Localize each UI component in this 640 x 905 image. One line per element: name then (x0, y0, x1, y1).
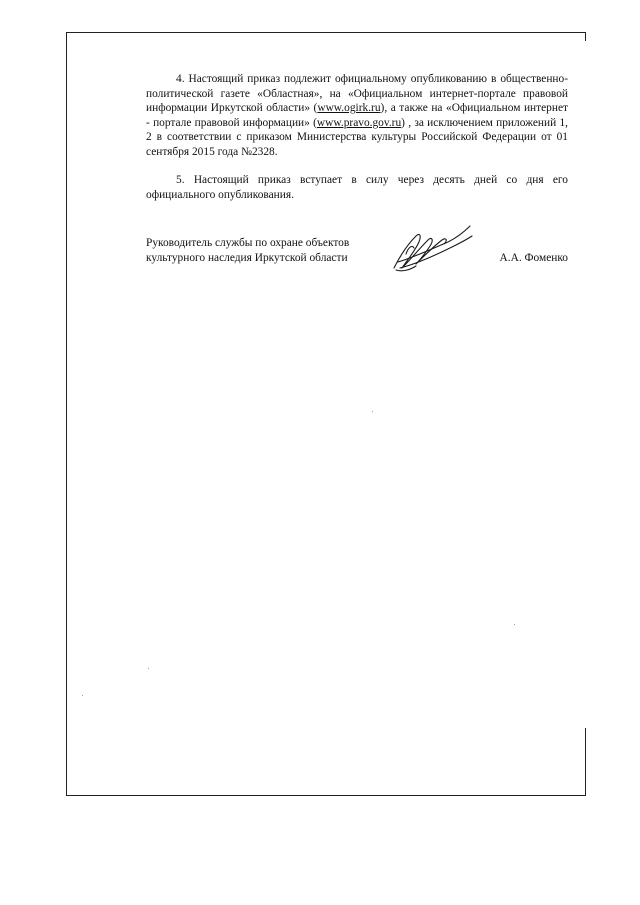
ogirk-link[interactable]: www.ogirk.ru (317, 102, 381, 114)
scan-speck (514, 624, 515, 625)
paragraph-4-text-1: 4. Настоящий приказ подлежит официальному опубликованию в общественно-политической газете «Областная», на «Официальном интернет-портале правовой информации Иркутской области» ( (146, 73, 568, 114)
scan-border-bottom (66, 795, 586, 796)
scan-speck (372, 411, 373, 412)
scan-border-left (66, 32, 67, 796)
paragraph-4 (146, 72, 568, 159)
handwritten-signature (386, 218, 476, 278)
scan-speck (148, 668, 149, 669)
signatory-name: А.А. Фоменко (499, 252, 568, 264)
paragraph-4-text-2: ), а также на «Официальном интернет - портале правовой информации» ( (146, 102, 569, 129)
signature-block (146, 236, 568, 286)
scan-border-right-top (585, 32, 586, 41)
scan-speck (82, 695, 83, 696)
pravo-link[interactable]: www.pravo.gov.ru (316, 116, 402, 129)
signatory-position (146, 236, 386, 265)
paragraph-5: 5. Настоящий приказ вступает в силу через десять дней со дня его официального опубликования. (146, 174, 568, 201)
scan-border-right-bottom (585, 728, 586, 796)
signatory-position-line-1: Руководитель службы по охране объектов (146, 237, 350, 249)
signatory-position-line-2: культурного наследия Иркутской области (146, 251, 348, 264)
document-body (146, 72, 568, 202)
scan-border-top (67, 32, 585, 33)
paragraph-4-text-3: ) , за исключением приложений 1, 2 в соответствии с приказом Министерства культуры Российской Федерации от 01 сентября 2015 года №2328. (146, 116, 568, 158)
